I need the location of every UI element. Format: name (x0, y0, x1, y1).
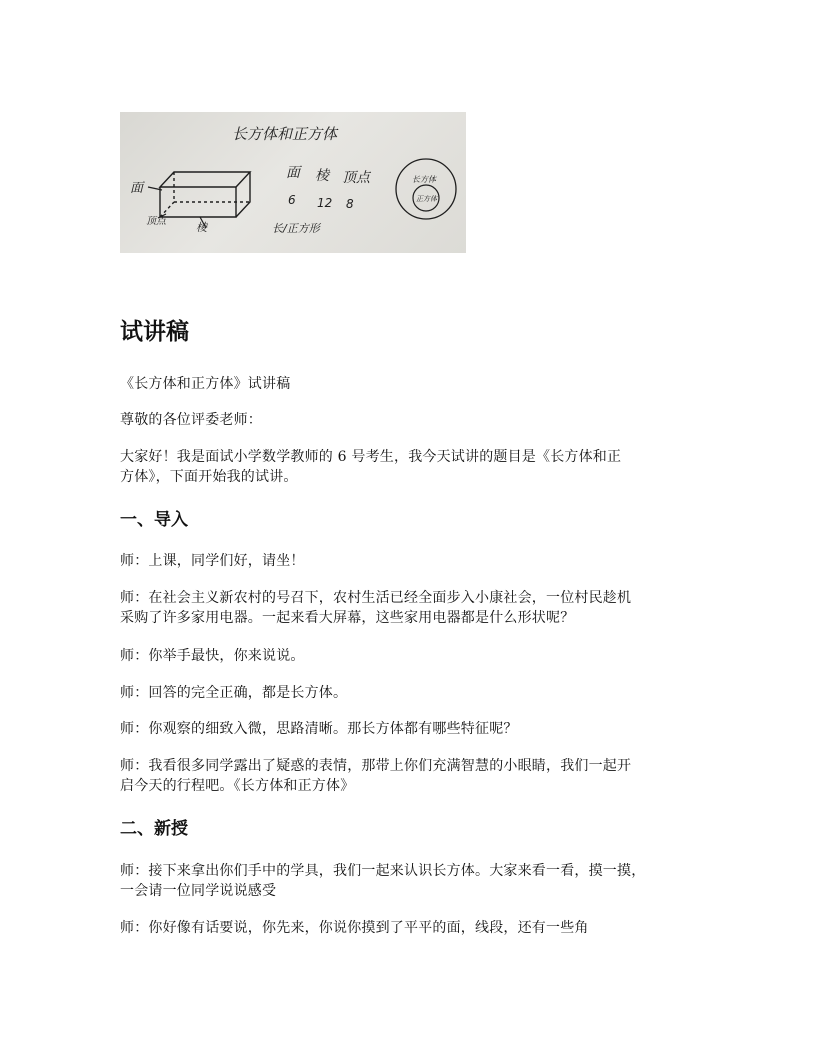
header-vertex: 顶点 (342, 170, 370, 186)
paragraph-line: 师：你好像有话要说，你先来，你说你摸到了平平的面，线段，还有一些角 (120, 920, 589, 936)
vertex-label: 顶点 (146, 216, 166, 227)
section-heading-new-lesson: 二、新授 (120, 819, 188, 839)
cuboid-drawing (160, 172, 250, 217)
count-face: 6 (288, 193, 296, 207)
paragraph-line: 师：上课，同学们好，请坐！ (120, 553, 305, 569)
sketch-title: 长方体和正方体 (232, 125, 338, 143)
count-edge: 12 (317, 196, 333, 210)
paragraph-line: 师：你观察的细致入微，思路清晰。那长方体都有哪些特征呢？ (120, 721, 518, 737)
paragraph-intro-line2: 方体》，下面开始我的试讲。 (120, 469, 298, 485)
cuboid-sketch (120, 112, 466, 253)
page-title: 试讲稿 (120, 319, 189, 345)
whiteboard-photo (120, 112, 466, 253)
header-face: 面 (286, 165, 300, 181)
paragraph-line: 师：回答的完全正确，都是长方体。 (120, 685, 348, 701)
header-edge: 棱 (315, 168, 329, 184)
bottom-note: 长/正方形 (272, 222, 320, 235)
paragraph-line: 启今天的行程吧。《长方体和正方体》 (120, 778, 355, 794)
circle-outer-label: 长方体 (412, 175, 436, 184)
paragraph-line: 师：你举手最快，你来说说。 (120, 648, 305, 664)
paragraph-intro-line1: 大家好！我是面试小学数学教师的 6 号考生，我今天试讲的题目是《长方体和正 (120, 449, 622, 465)
paragraph-line: 师：我看很多同学露出了疑惑的表情，那带上你们充满智慧的小眼睛，我们一起开 (120, 758, 632, 774)
paragraph-line: 师：接下来拿出你们手中的学具，我们一起来认识长方体。大家来看一看，摸一摸， (120, 863, 646, 879)
edge-label: 棱 (196, 221, 207, 234)
paragraph-line: 采购了许多家用电器。一起来看大屏幕，这些家用电器都是什么形状呢？ (120, 610, 575, 626)
face-label: 面 (130, 181, 144, 196)
circle-inner-label: 正方体 (416, 195, 437, 203)
section-heading-intro: 一、导入 (120, 510, 188, 530)
paragraph-greeting: 尊敬的各位评委老师： (120, 412, 262, 428)
paragraph-title: 《长方体和正方体》试讲稿 (120, 376, 291, 392)
paragraph-line: 一会请一位同学说说感受 (120, 883, 277, 899)
count-vertex: 8 (346, 197, 354, 211)
outer-circle (396, 159, 456, 219)
paragraph-line: 师：在社会主义新农村的号召下，农村生活已经全面步入小康社会，一位村民趁机 (120, 590, 632, 606)
